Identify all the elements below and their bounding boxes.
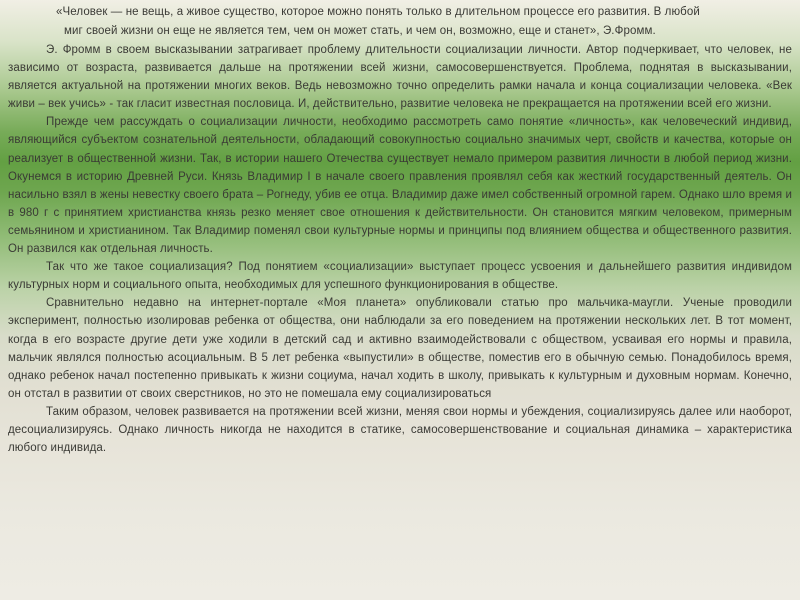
essay-body [8,41,792,457]
quote-line-1: «Человек — не вещь, а живое существо, которое можно понять только в длительном процессе его развития. В любой [56,6,700,18]
paragraph-conclusion: Таким образом, человек развивается на протяжении всей жизни, меняя свои нормы и убеждения, социализируясь далее или наоборот, десоциализируясь. Однако личность никогда не находится в статике, самосовершенствование и социальная динамика – характеристика любого индивида. [8,405,792,455]
paragraph-intro: Э. Фромм в своем высказывании затрагивает проблему длительности социализации личности. Автор подчеркивает, что человек, не зависимо от возраста, развивается дальше на протяжении всей жизни, самосовершенствуется. Проблема, поднятая в высказывании, является актуальной на протяжении многих веков. Ведь невозможно точно определить рамки начала и конца социализации человека. «Век живи – век учись» - так гласит известная пословица. И, действительно, развитие человека не прекращается на протяжении всей его жизни. [8,44,792,111]
quote-line-2: миг своей жизни он еще не является тем, чем он может стать, и чем он, возможно, еще и станет», Э.Фромм. [64,24,656,37]
paragraph-example: Сравнительно недавно на интернет-портале «Моя планета» опубликовали статью про мальчика-маугли. Ученые проводили эксперимент, полностью изолировав ребенка от общества, они наблюдали за его поведением на протяжении нескольких лет. В тот момент, когда в его возрасте другие дети уже ходили в детский сад и активно взаимодействовали с обществом, усваивая его нормы и правила, мальчик являлся полностью асоциальным. В 5 лет ребенка «выпустили» в обществе, поместив его в обычную семью. Понадобилось время, однако ребенок начал постепенно привыкать к жизни социума, начал ходить в школу, привыкать к культурным и духовным нормам. Конечно, он отстал в развитии от своих сверстников, но это не помешала ему социализироваться [8,297,792,400]
paragraph-definition: Так что же такое социализация? Под понятием «социализации» выступает процесс усвоения и дальнейшего развития индивидом культурных норм и социального опыта, необходимых для успешного функционирования в обществе. [8,261,792,292]
paragraph-personality: Прежде чем рассуждать о социализации личности, необходимо рассмотреть само понятие «личность», как человеческий индивид, являющийся субъектом сознательной деятельности, обладающий совокупностью социально значимых черт, свойств и качества, которые он реализует в общественной жизни. Так, в истории нашего Отечества существует немало примером развития личности в любой период жизни. Окунемся в историю Древней Руси. Князь Владимир I в начале своего правления проявлял себя как жесткий государственный деятель. Он насильно взял в жены невестку своего брата – Рогнеду, убив ее отца. Владимир даже имел собственный огромной гарем. Однако шло время и в 980 г с принятием христианства князь резко меняет свое отношения к действительности. Он становится мягким человеком, примерным семьянином и христианином. Так Владимир поменял свои культурные нормы и принципы под влиянием общества и общественного развития. Он развился как отдельная личность. [8,116,792,256]
epigraph-quote [56,3,776,40]
